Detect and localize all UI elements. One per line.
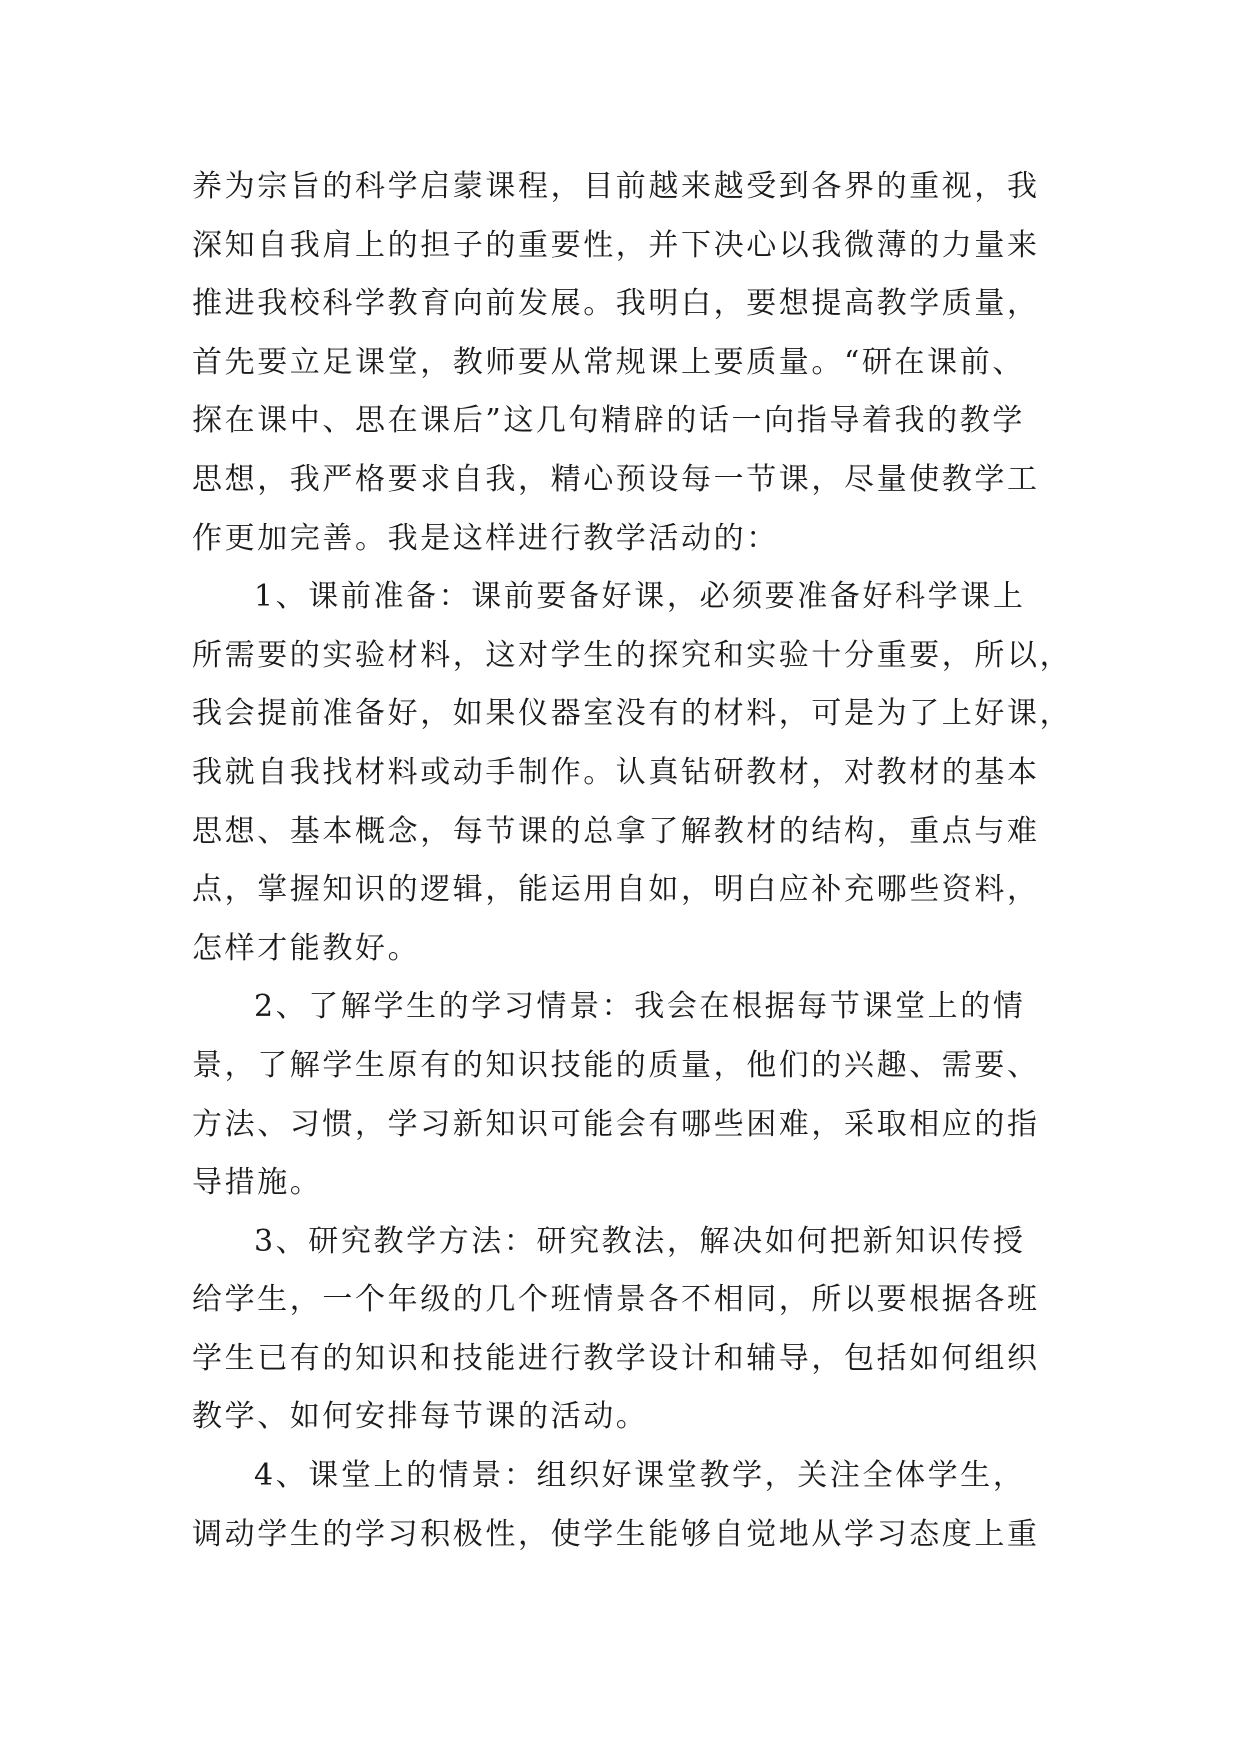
text-line: 我会提前准备好，如果仪器室没有的材料，可是为了上好课， [192, 696, 1073, 732]
paragraph-1-first-line: 1、课前准备：课前要备好课，必须要准备好科学课上 [254, 579, 1026, 615]
paragraph-4-first-line: 4、课堂上的情景：组织好课堂教学，关注全体学生， [254, 1458, 1026, 1494]
text-line: 点，掌握知识的逻辑，能运用自如，明白应补充哪些资料， [192, 872, 1040, 908]
text-line: 调动学生的学习积极性，使学生能够自觉地从学习态度上重 [192, 1516, 1040, 1552]
text-line: 教学、如何安排每节课的活动。 [192, 1399, 649, 1435]
text-line: 思想、基本概念，每节课的总拿了解教材的结构，重点与难 [192, 813, 1040, 849]
body-text [192, 158, 1072, 1564]
text-line: 学生已有的知识和技能进行教学设计和辅导，包括如何组织 [192, 1340, 1040, 1376]
text-line: 景，了解学生原有的知识技能的质量，他们的兴趣、需要、 [192, 1047, 1040, 1083]
text-line: 推进我校科学教育向前发展。我明白，要想提高教学质量， [192, 286, 1040, 322]
paragraph-2-first-line: 2、了解学生的学习情景：我会在根据每节课堂上的情 [254, 989, 1026, 1025]
text-line: 导措施。 [192, 1165, 323, 1201]
text-line: 思想，我严格要求自我，精心预设每一节课，尽量使教学工 [192, 461, 1040, 497]
text-line: 方法、习惯，学习新知识可能会有哪些困难，采取相应的指 [192, 1106, 1040, 1142]
text-line: 深知自我肩上的担子的重要性，并下决心以我微薄的力量来 [192, 227, 1040, 263]
text-line: 我就自我找材料或动手制作。认真钻研教材，对教材的基本 [192, 754, 1040, 790]
text-line: 养为宗旨的科学启蒙课程，目前越来越受到各界的重视，我 [192, 169, 1040, 204]
text-line: 探在课中、思在课后”这几句精辟的话一向指导着我的教学 [192, 403, 1025, 439]
text-line: 所需要的实验材料，这对学生的探究和实验十分重要，所以， [192, 637, 1073, 673]
text-line: 作更加完善。我是这样进行教学活动的： [192, 520, 779, 556]
text-line: 首先要立足课堂，教师要从常规课上要质量。“研在课前、 [192, 344, 1025, 380]
text-line: 给学生，一个年级的几个班情景各不相同，所以要根据各班 [192, 1282, 1040, 1318]
paragraph-3-first-line: 3、研究教学方法：研究教法，解决如何把新知识传授 [254, 1223, 1026, 1259]
text-line: 怎样才能教好。 [192, 930, 421, 966]
